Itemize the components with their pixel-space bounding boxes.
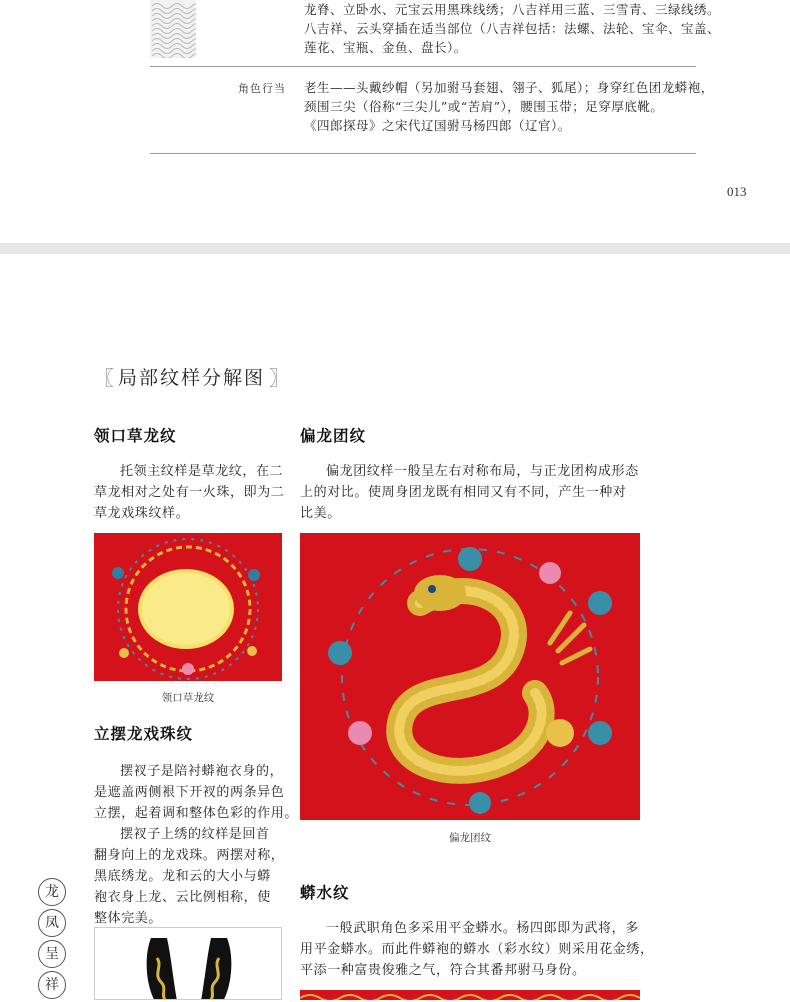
text-line: 龙脊、立卧水、元宝云用黑珠线绣；八吉祥用三蓝、三雪青、三绿线绣。: [304, 2, 721, 17]
section-divider: [150, 153, 696, 154]
baiche-image: [94, 927, 282, 1000]
text-line: 草龙相对之处有一火珠，即为二: [94, 485, 285, 500]
text-line: 平添一种富贵俊雅之气，符合其番邦驸马身份。: [300, 963, 586, 978]
side-char: 祥: [38, 971, 66, 999]
text-line: 莲花、宝瓶、金鱼、盘长）。: [304, 40, 467, 55]
text-line: 上的对比。使周身团龙既有相同又有不同，产生一种对: [300, 485, 627, 500]
pian-caption: 偏龙团纹: [449, 832, 491, 844]
side-char: 龙: [38, 878, 66, 906]
side-char: 呈: [38, 940, 66, 968]
text-line: 用平金蟒水。而此件蟒袍的蟒水（彩水纹）则采用花金绣，: [300, 942, 654, 957]
text-line: 草龙戏珠纹样。: [94, 506, 190, 521]
wave-pattern-ornament: [150, 0, 196, 58]
heading-collar: 领口草龙纹: [94, 427, 177, 445]
page-013: [0, 0, 790, 243]
water-image: [300, 990, 640, 1000]
collar-caption: 领口草龙纹: [161, 692, 215, 704]
text-line: 八吉祥、云头穿插在适当部位（八吉祥包括：法螺、法轮、宝伞、宝盖、: [304, 21, 721, 36]
text-line: 立摆，起着调和整体色彩的作用。: [94, 806, 299, 821]
side-title-vertical: [36, 878, 68, 1002]
text-line: 一般武职角色多采用平金蟒水。杨四郎即为武将，多: [326, 921, 639, 936]
side-char: 凤: [38, 909, 66, 937]
section-title: [94, 363, 289, 389]
text-line: 托领主纹样是草龙纹，在二: [120, 464, 284, 479]
page-number: 013: [727, 184, 747, 199]
collar-paragraph: [94, 461, 289, 524]
heading-pian-dragon: 偏龙团纹: [300, 427, 367, 445]
text-line: 摆衩子上绣的纹样是回首: [120, 827, 270, 842]
pian-paragraph: [300, 461, 645, 524]
baiche-paragraph: [94, 761, 299, 929]
text-line: 摆衩子是陪衬蟒袍衣身的，: [120, 764, 284, 779]
page-gutter: [0, 243, 790, 254]
role-description: [304, 78, 714, 135]
text-line: 比美。: [300, 506, 341, 521]
heading-baiche-dragon: 立摆龙戏珠纹: [94, 725, 194, 743]
section-divider: [150, 66, 696, 67]
pattern-description: [304, 0, 721, 57]
text-line: 翻身向上的龙戏珠。两摆对称，: [94, 848, 285, 863]
collar-dragon-image: [94, 533, 282, 681]
water-paragraph: [300, 918, 654, 981]
text-line: 黑底绣龙。龙和云的大小与蟒: [94, 869, 271, 884]
role-label: 角色行当: [238, 82, 286, 95]
text-line: 整体完美。: [94, 911, 163, 926]
text-line: 是遮盖两侧裉下开衩的两条异色: [94, 785, 285, 800]
bracket-right: 〗: [269, 365, 290, 390]
section-title-text: 局部纹样分解图: [118, 366, 266, 389]
text-line: 颈围三尖（俗称“三尖儿”或“苦肩”），腰围玉带；足穿厚底靴。: [304, 99, 664, 114]
text-line: 《四郎探母》之宋代辽国驸马杨四郎（辽官）。: [304, 118, 571, 133]
pian-dragon-image: [300, 533, 640, 820]
text-line: 偏龙团纹样一般呈左右对称布局，与正龙团构成形态: [326, 464, 639, 479]
text-line: 袍衣身上龙、云比例相称，使: [94, 890, 271, 905]
text-line: 老生——头戴纱帽（另加驸马套翅、翎子、狐尾）；身穿红色团龙蟒袍，: [304, 80, 714, 95]
bracket-left: 〖: [94, 365, 114, 390]
heading-water: 蟒水纹: [300, 884, 350, 902]
